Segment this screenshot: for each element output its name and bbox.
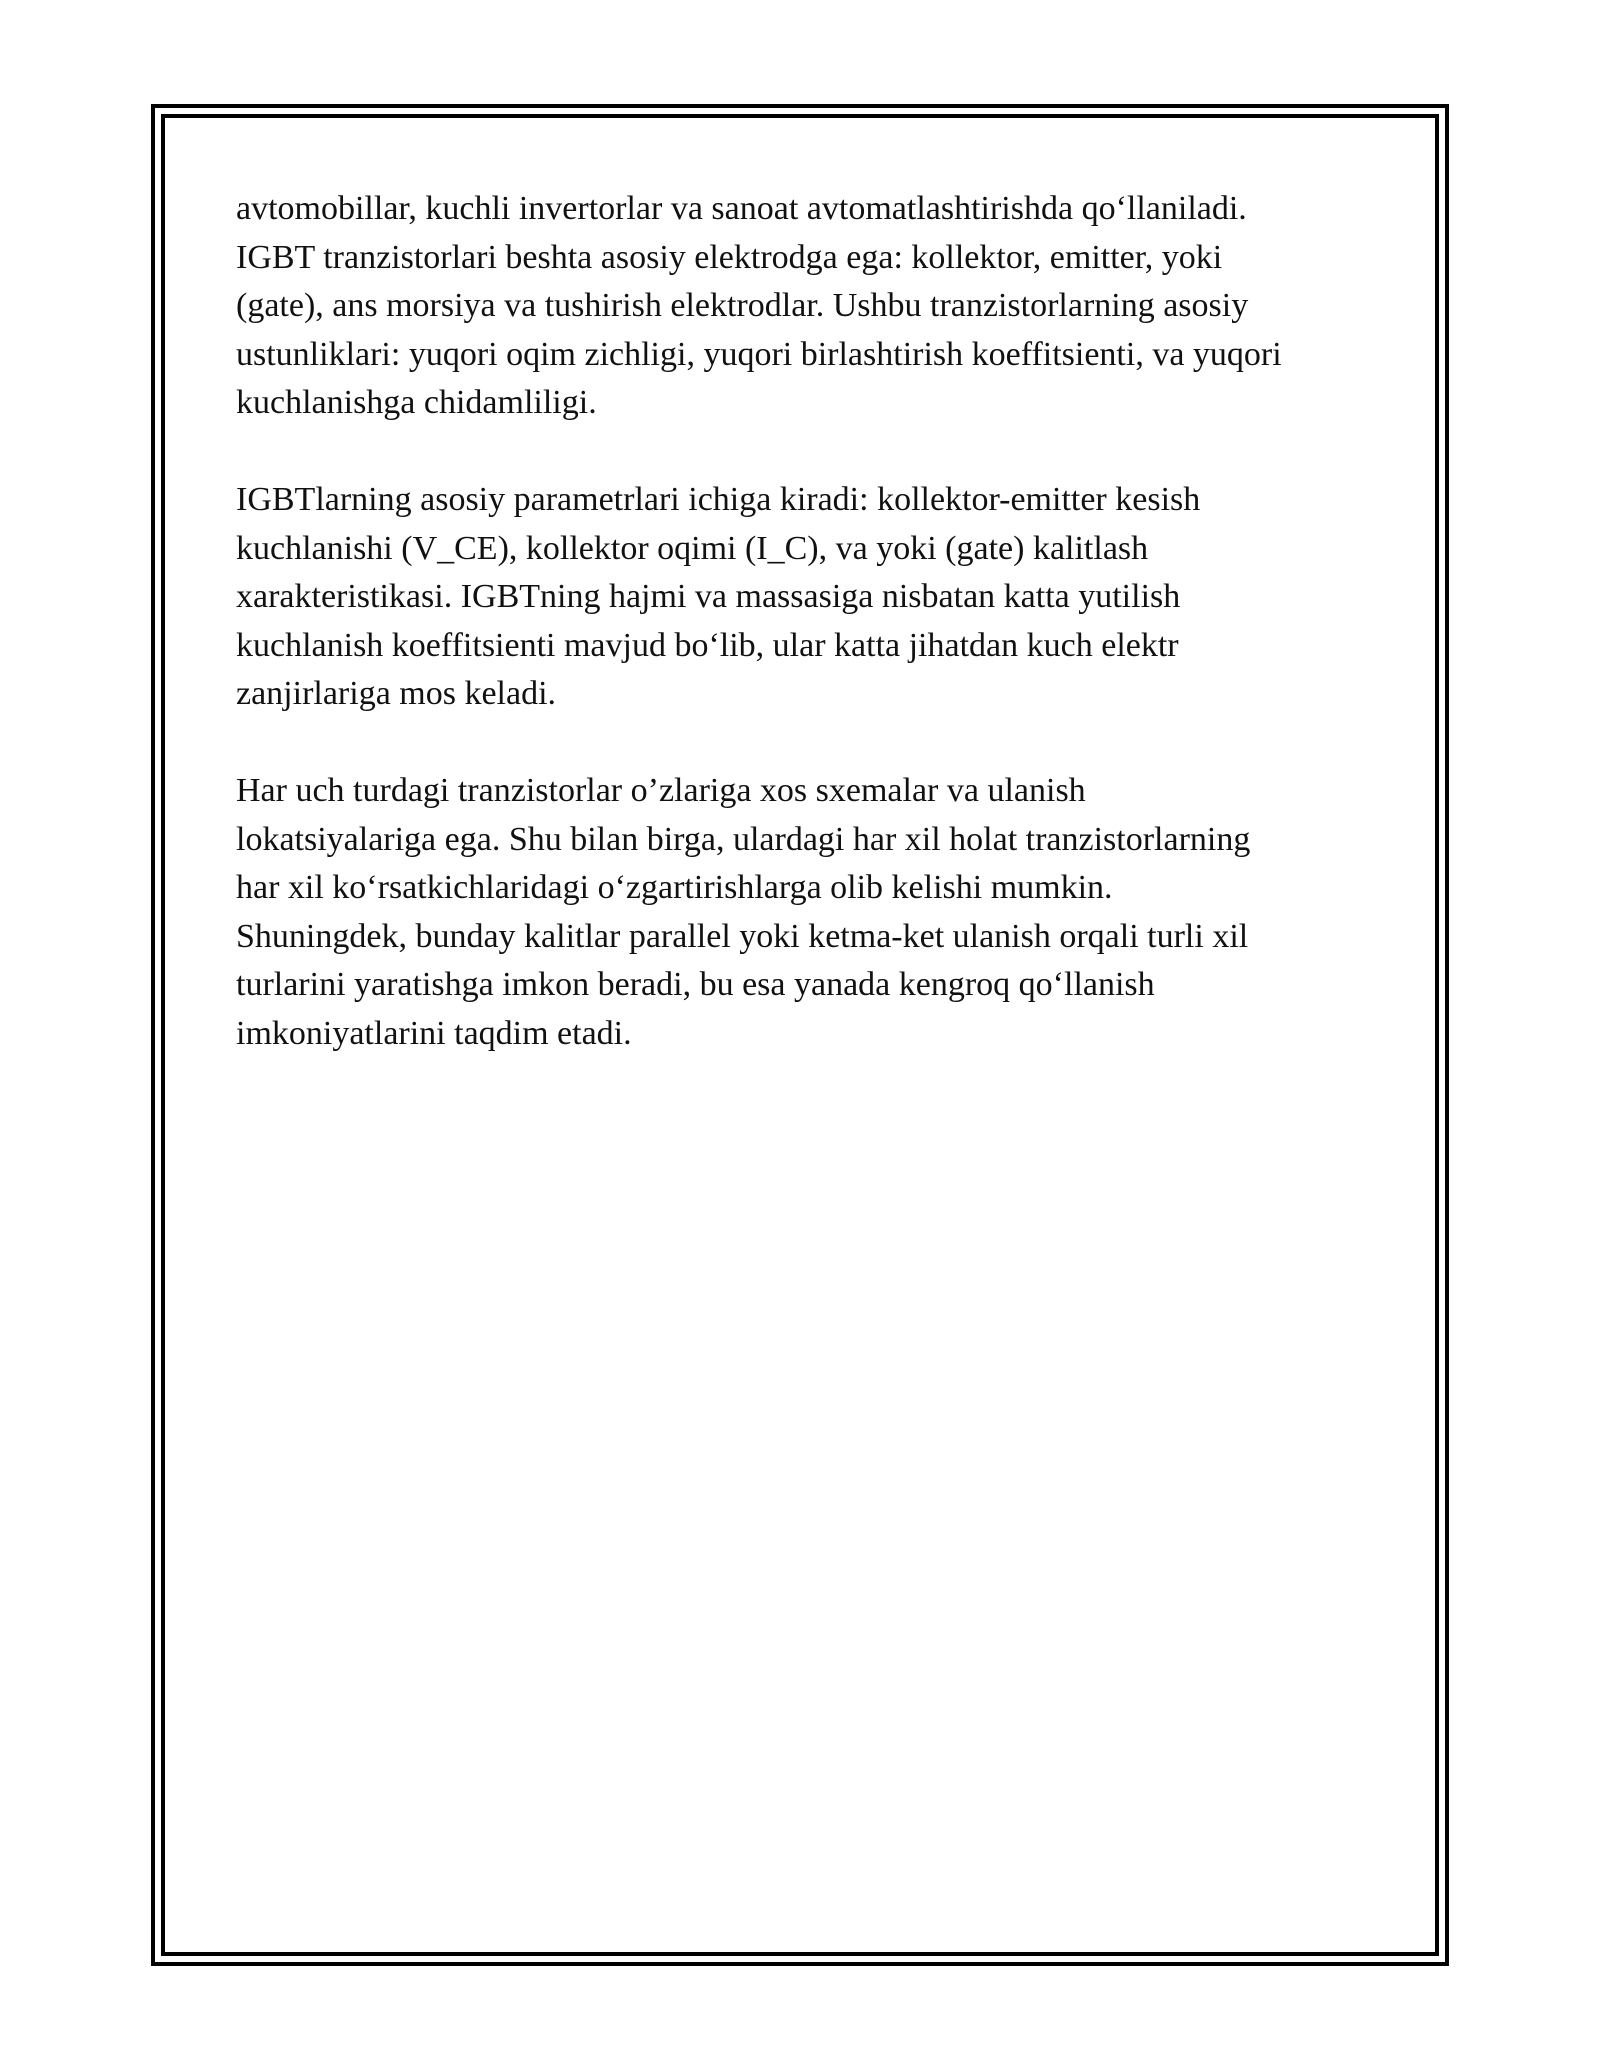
page-content — [236, 185, 1381, 1107]
paragraph-3: Har uch turdagi tranzistorlar o’zlariga xos sxemalar va ulanish lokatsiyalariga ega. Shu bilan birga, ulardagi har xil holat tranzistorlarning har xil ko‘rsatkichlaridagi o‘zgartirishlarga olib kelishi mumkin. Shuningdek, bunday kalitlar parallel yoki ketma-ket ulanish orqali turli xil turlarini yaratishga imkon beradi, bu esa yanada kengroq qo‘llanish imkoniyatlarini taqdim etadi. — [236, 772, 1251, 1052]
paragraph-1: avtomobillar, kuchli invertorlar va sanoat avtomatlashtirishda qo‘llaniladi. IGBT tranzistorlari beshta asosiy elektrodga ega: kollektor, emitter, yoki (gate), ans morsiya va tushirish elektrodlar. Ushbu tranzistorlarning asosiy ustunliklari: yuqori oqim zichligi, yuqori birlashtirish koeffitsienti, va yuqori kuchlanishga chidamliligi. — [236, 190, 1282, 421]
paragraph-2: IGBTlarning asosiy parametrlari ichiga kiradi: kollektor-emitter kesish kuchlanishi (V_CE), kollektor oqimi (I_C), va yoki (gate) kalitlash xarakteristikasi. IGBTning hajmi va massasiga nisbatan katta yutilish kuchlanish koeffitsienti mavjud bo‘lib, ular katta jihatdan kuch elektr zanjirlariga mos keladi. — [236, 481, 1201, 712]
